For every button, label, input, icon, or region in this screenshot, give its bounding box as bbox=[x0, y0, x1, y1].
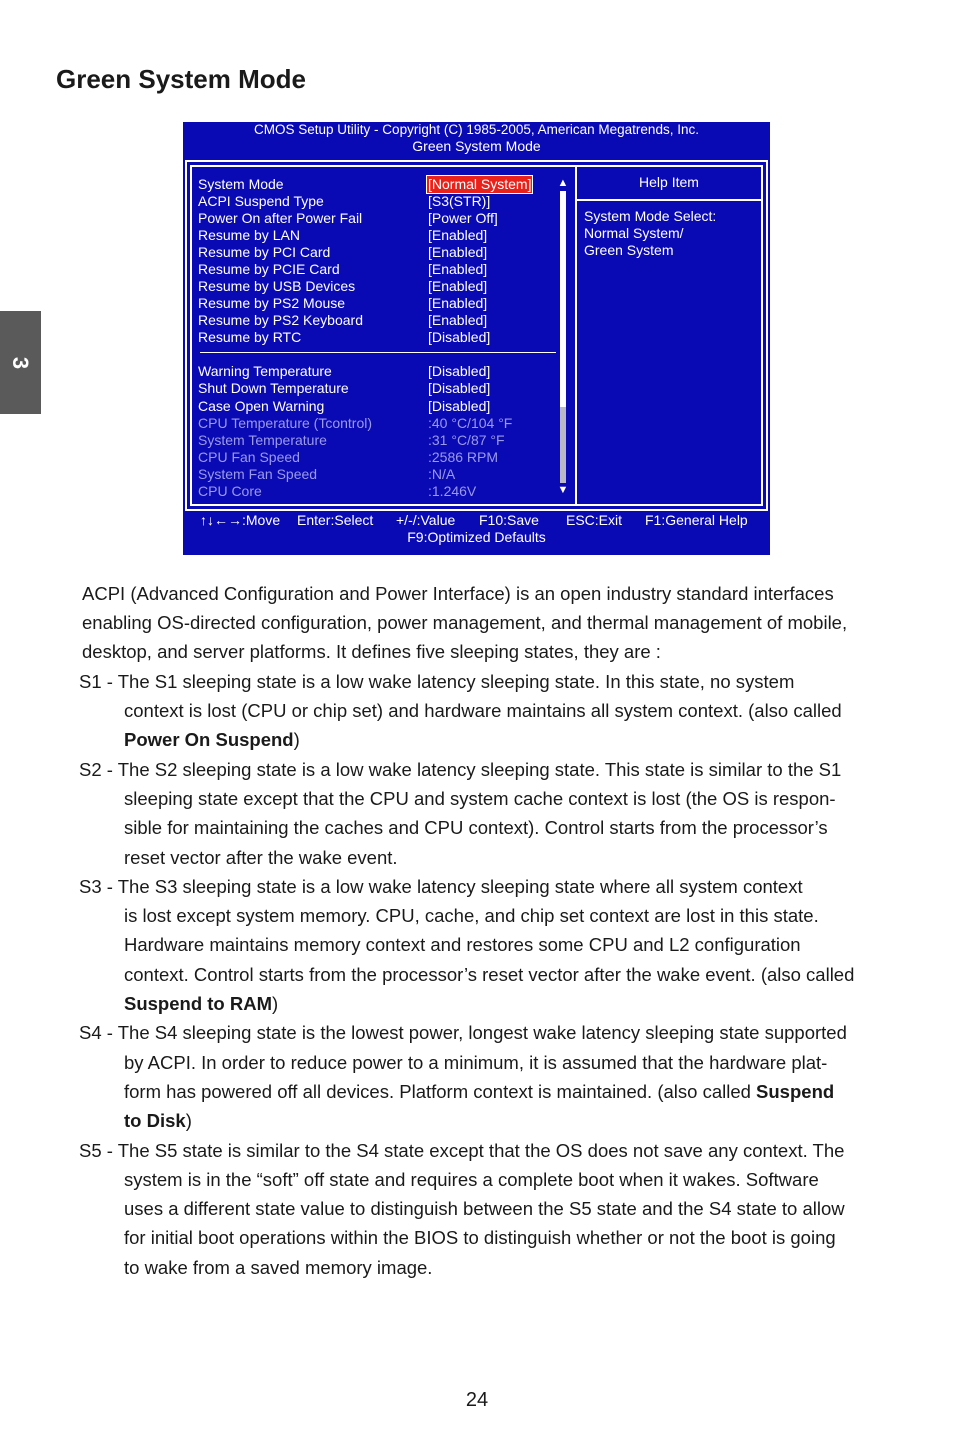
setting-value[interactable]: [Disabled] bbox=[428, 329, 491, 345]
s3-line: Hardware maintains memory context and restores some CPU and L2 configuration bbox=[124, 934, 801, 955]
s1-line: S1 - The S1 sleeping state is a low wake latency sleeping state. In this state, no system bbox=[79, 671, 795, 692]
s3-close: ) bbox=[272, 993, 279, 1014]
s4-line: by ACPI. In order to reduce power to a minimum, it is assumed that the hardware plat- bbox=[124, 1052, 828, 1073]
s4-term: Suspend bbox=[756, 1081, 835, 1102]
help-line: Normal System/ bbox=[584, 225, 684, 241]
key-value: +/-/:Value bbox=[396, 512, 456, 528]
page-number: 24 bbox=[465, 1389, 489, 1411]
s2-line: S2 - The S2 sleeping state is a low wake latency sleeping state. This state is similar to the S1 bbox=[79, 759, 842, 780]
setting-resume-by-rtc[interactable] bbox=[198, 329, 558, 346]
setting-label: System Mode bbox=[198, 176, 284, 192]
status-system-temperature bbox=[198, 432, 558, 449]
status-label: CPU Fan Speed bbox=[198, 449, 300, 465]
help-line: Green System bbox=[584, 242, 674, 258]
chapter-tab bbox=[0, 311, 41, 414]
s4-line-end bbox=[124, 1106, 192, 1135]
setting-value[interactable]: [Disabled] bbox=[428, 363, 491, 379]
s1-line: context is lost (CPU or chip set) and hardware maintains all system context. (also called bbox=[124, 700, 842, 721]
status-label: CPU Core bbox=[198, 483, 262, 499]
key-optimized-defaults: F9:Optimized Defaults bbox=[407, 529, 546, 545]
s4-close: ) bbox=[185, 1110, 192, 1131]
setting-label: Case Open Warning bbox=[198, 398, 325, 414]
setting-case-open-warning[interactable] bbox=[198, 398, 558, 415]
setting-power-on-after-power-fail[interactable] bbox=[198, 210, 558, 227]
setting-label: Resume by RTC bbox=[198, 329, 302, 345]
setting-label: Resume by PS2 Mouse bbox=[198, 295, 346, 311]
setting-resume-by-pci-card[interactable] bbox=[198, 244, 558, 261]
panel-divider bbox=[575, 167, 577, 504]
setting-label: Resume by USB Devices bbox=[198, 278, 356, 294]
bios-frame bbox=[185, 160, 768, 511]
s5-line: uses a different state value to distinguish between the S5 state and the S4 state to allow bbox=[124, 1198, 845, 1219]
s4-line-term bbox=[124, 1077, 834, 1106]
bios-inner-frame bbox=[190, 165, 763, 506]
s3-line: is lost except system memory. CPU, cache, and chip set context are lost in this state. bbox=[124, 905, 819, 926]
status-label: CPU Temperature (Tcontrol) bbox=[198, 415, 373, 431]
status-cpu-fan-speed bbox=[198, 449, 558, 466]
s3-line-end bbox=[124, 989, 278, 1018]
s3-line: S3 - The S3 sleeping state is a low wake latency sleeping state where all system context bbox=[79, 876, 803, 897]
setting-label: ACPI Suspend Type bbox=[198, 193, 324, 209]
key-exit: ESC:Exit bbox=[566, 512, 623, 528]
setting-value[interactable]: [Enabled] bbox=[428, 278, 488, 294]
s2-line: sible for maintaining the caches and CPU context). Control starts from the processor’s bbox=[124, 817, 828, 838]
help-title: Help Item bbox=[639, 174, 699, 190]
s5-line: for initial boot operations within the BIOS to distinguish whether or not the boot is going bbox=[124, 1227, 836, 1248]
setting-resume-by-ps2-mouse[interactable] bbox=[198, 295, 558, 312]
bios-screen-title: Green System Mode bbox=[412, 138, 541, 154]
s2-line: reset vector after the wake event. bbox=[124, 847, 398, 868]
setting-system-mode[interactable] bbox=[198, 176, 558, 193]
page-title: Green System Mode bbox=[56, 64, 306, 94]
s1-line-end bbox=[124, 725, 300, 754]
setting-label: Resume by PCI Card bbox=[198, 244, 331, 260]
setting-value[interactable]: [Enabled] bbox=[428, 227, 488, 243]
setting-warning-temperature[interactable] bbox=[198, 363, 558, 380]
status-value: :1.246V bbox=[428, 483, 477, 499]
status-value: :N/A bbox=[428, 466, 456, 482]
status-value: :2586 RPM bbox=[428, 449, 499, 465]
status-label: System Fan Speed bbox=[198, 466, 318, 482]
intro-line: desktop, and server platforms. It defines five sleeping states, they are : bbox=[82, 641, 661, 662]
intro-line: enabling OS-directed configuration, power management, and thermal management of mobile, bbox=[82, 612, 848, 633]
chapter-number: 3 bbox=[8, 356, 34, 369]
help-line: System Mode Select: bbox=[584, 208, 717, 224]
setting-value[interactable]: [Enabled] bbox=[428, 261, 488, 277]
setting-value[interactable]: [S3(STR)] bbox=[428, 193, 491, 209]
bios-screen bbox=[183, 122, 770, 555]
status-value: :31 °C/87 °F bbox=[428, 432, 505, 448]
s3-term: Suspend to RAM bbox=[124, 993, 272, 1014]
setting-resume-by-usb-devices[interactable] bbox=[198, 278, 558, 295]
s2-line: sleeping state except that the CPU and system cache context is lost (the OS is respon- bbox=[124, 788, 836, 809]
setting-value[interactable]: [Disabled] bbox=[428, 380, 491, 396]
s4-term-cont: to Disk bbox=[124, 1110, 186, 1131]
setting-label: Resume by PS2 Keyboard bbox=[198, 312, 363, 328]
settings-divider bbox=[200, 352, 556, 353]
setting-label: Resume by LAN bbox=[198, 227, 300, 243]
s4-line: S4 - The S4 sleeping state is the lowest power, longest wake latency sleeping state supported bbox=[79, 1022, 847, 1043]
s5-line: system is in the “soft” off state and requires a complete boot when it wakes. Software bbox=[124, 1169, 819, 1190]
setting-value-selected[interactable]: [Normal System] bbox=[428, 176, 532, 192]
status-system-fan-speed bbox=[198, 466, 558, 483]
setting-value[interactable]: [Enabled] bbox=[428, 295, 488, 311]
setting-label: Power On after Power Fail bbox=[198, 210, 363, 226]
setting-resume-by-ps2-keyboard[interactable] bbox=[198, 312, 558, 329]
setting-resume-by-pcie-card[interactable] bbox=[198, 261, 558, 278]
key-save: F10:Save bbox=[479, 512, 539, 528]
s4-line: form has powered off all devices. Platform context is maintained. (also called bbox=[124, 1081, 757, 1102]
setting-value[interactable]: [Power Off] bbox=[428, 210, 498, 226]
bios-copyright: CMOS Setup Utility - Copyright (C) 1985-2005, American Megatrends, Inc. bbox=[254, 122, 699, 137]
setting-label: Shut Down Temperature bbox=[198, 380, 349, 396]
s3-line: context. Control starts from the processor’s reset vector after the wake event. (also called bbox=[124, 964, 855, 985]
setting-resume-by-lan[interactable] bbox=[198, 227, 558, 244]
s5-line: to wake from a saved memory image. bbox=[124, 1257, 433, 1278]
status-cpu-core bbox=[198, 483, 558, 500]
key-move: ↑↓←→:Move bbox=[200, 512, 281, 528]
scroll-down-arrow-icon[interactable]: ▼ bbox=[557, 484, 569, 496]
setting-value[interactable]: [Enabled] bbox=[428, 312, 488, 328]
help-text bbox=[584, 208, 716, 259]
scroll-up-arrow-icon[interactable]: ▲ bbox=[557, 177, 569, 189]
status-label: System Temperature bbox=[198, 432, 327, 448]
help-divider bbox=[577, 199, 761, 201]
setting-shut-down-temperature[interactable] bbox=[198, 380, 558, 397]
setting-value[interactable]: [Disabled] bbox=[428, 398, 491, 414]
intro-line: ACPI (Advanced Configuration and Power Interface) is an open industry standard interfaces bbox=[82, 583, 834, 604]
setting-label: Resume by PCIE Card bbox=[198, 261, 340, 277]
key-general-help: F1:General Help bbox=[645, 512, 748, 528]
s1-close: ) bbox=[293, 729, 300, 750]
status-cpu-temperature bbox=[198, 415, 558, 432]
status-value: :40 °C/104 °F bbox=[428, 415, 513, 431]
setting-value[interactable]: [Enabled] bbox=[428, 244, 488, 260]
scrollbar-thumb[interactable] bbox=[560, 407, 566, 483]
setting-acpi-suspend-type[interactable] bbox=[198, 193, 558, 210]
s1-term: Power On Suspend bbox=[124, 729, 294, 750]
setting-label: Warning Temperature bbox=[198, 363, 332, 379]
key-select: Enter:Select bbox=[297, 512, 374, 528]
s5-line: S5 - The S5 state is similar to the S4 state except that the OS does not save any context. The bbox=[79, 1140, 845, 1161]
